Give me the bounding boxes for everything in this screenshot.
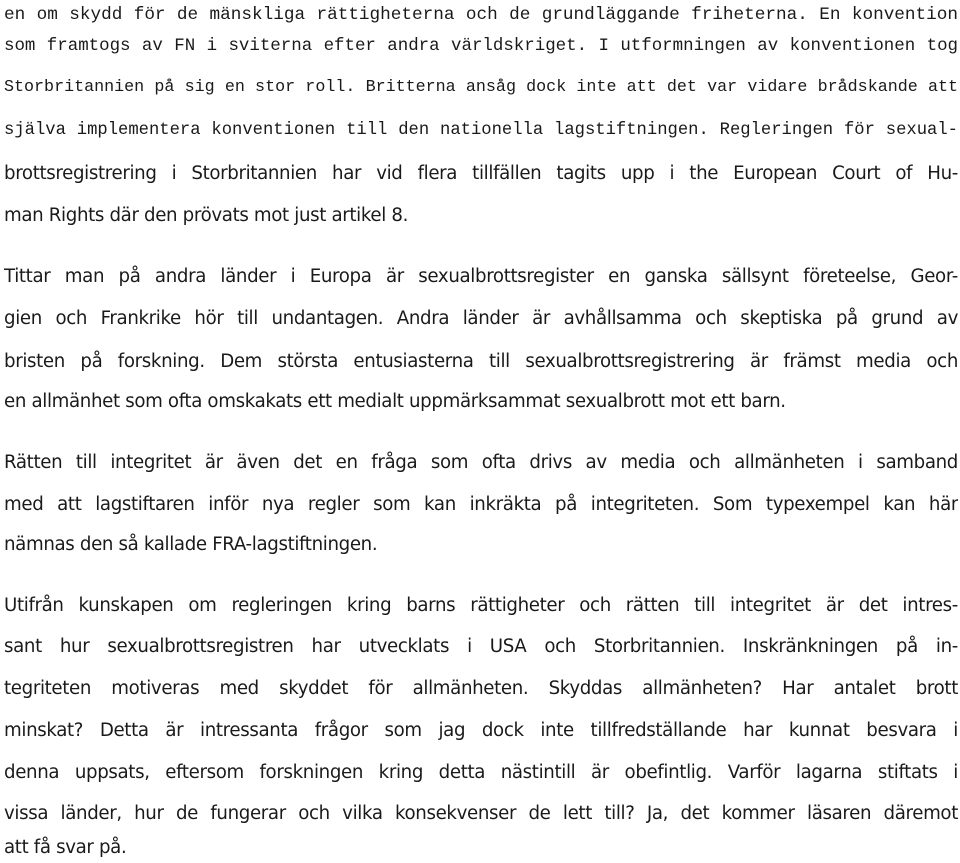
text-line: tegriteten motiveras med skyddet för allmänheten. Skyddas allmänheten? Har antalet brott: [4, 678, 958, 699]
text-line: en allmänhet som ofta omskakats ett medialt uppmärksammat sexualbrott mot ett barn.: [4, 391, 786, 412]
text-line: bristen på forskning. Dem största entusiasterna till sexualbrottsregistrering är främst media och: [4, 351, 958, 372]
text-line: en om skydd för de mänskliga rättigheterna och de grundläggande friheterna. En konvention: [4, 5, 958, 25]
text-line: som framtogs av FN i sviterna efter andra världskriget. I utformningen av konventionen tog: [4, 36, 958, 56]
document-page: [4, 0, 960, 863]
text-line: att få svar på.: [4, 837, 127, 858]
text-line: gien och Frankrike hör till undantagen. Andra länder är avhållsamma och skeptiska på grund av: [4, 308, 958, 329]
text-line: brottsregistrering i Storbritannien har vid flera tillfällen tagits upp i the European Court of Hu-: [4, 163, 958, 184]
text-line: sant hur sexualbrottsregistren har utvecklats i USA och Storbritannien. Inskränkningen på in-: [4, 636, 958, 657]
text-line: denna uppsats, eftersom forskningen kring detta nästintill är obefintlig. Varför lagarna stiftats i: [4, 762, 958, 783]
text-line: minskat? Detta är intressanta frågor som jag dock inte tillfredställande har kunnat besvara i: [4, 720, 958, 741]
text-line: vissa länder, hur de fungerar och vilka konsekvenser de lett till? Ja, det kommer läsaren däremot: [4, 803, 958, 824]
text-line: man Rights där den prövats mot just artikel 8.: [4, 205, 409, 226]
text-line: Storbritannien på sig en stor roll. Britterna ansåg dock inte att det var vidare brådskande att: [4, 78, 958, 97]
text-line: nämnas den så kallade FRA-lagstiftningen.: [4, 534, 378, 555]
text-line: Rätten till integritet är även det en fråga som ofta drivs av media och allmänheten i samband: [4, 452, 958, 473]
text-line: Utifrån kunskapen om regleringen kring barns rättigheter och rätten till integritet är det intres-: [4, 595, 958, 616]
text-line: Tittar man på andra länder i Europa är sexualbrottsregister en ganska sällsynt företeelse, Geor-: [4, 266, 958, 287]
text-line: med att lagstiftaren inför nya regler som kan inkräkta på integriteten. Som typexempel kan här: [4, 494, 958, 515]
text-line: själva implementera konventionen till den nationella lagstiftningen. Regleringen för sexual-: [4, 121, 958, 140]
